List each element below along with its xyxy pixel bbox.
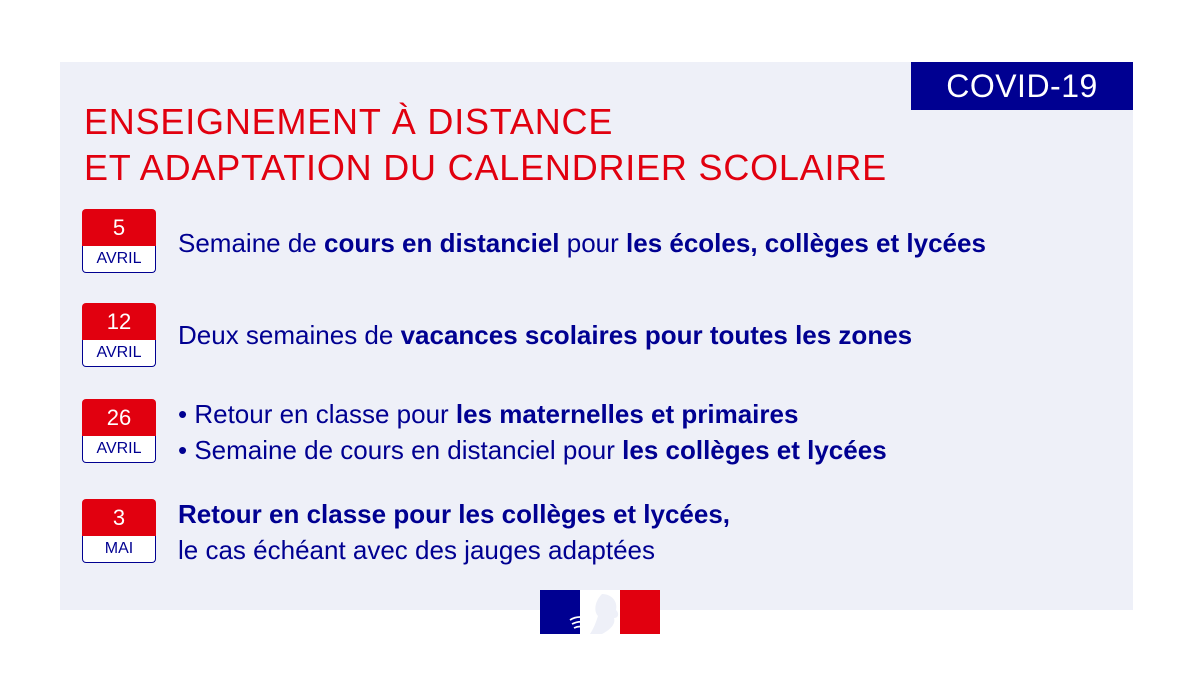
text-segment: le cas échéant avec des jauges adaptées bbox=[178, 535, 656, 565]
calendar-month: AVRIL bbox=[82, 436, 156, 463]
info-panel bbox=[60, 62, 1133, 610]
calendar-day: 5 bbox=[82, 209, 156, 246]
text-segment-bold: les maternelles et primaires bbox=[455, 399, 799, 429]
item-line bbox=[178, 532, 730, 568]
text-segment-bold: les collèges et lycées bbox=[622, 435, 887, 465]
text-segment: Deux semaines de bbox=[178, 320, 401, 350]
item-line bbox=[178, 317, 912, 353]
text-segment-bold: les écoles, collèges et lycées bbox=[626, 228, 986, 258]
calendar-day: 26 bbox=[82, 399, 156, 436]
calendar-day: 3 bbox=[82, 499, 156, 536]
calendar-month: AVRIL bbox=[82, 340, 156, 367]
calendar-icon bbox=[82, 209, 156, 275]
text-segment: • Semaine de cours en distanciel pour bbox=[178, 435, 623, 465]
page-title bbox=[84, 99, 887, 191]
title-line-2: ET ADAPTATION DU CALENDRIER SCOLAIRE bbox=[84, 147, 887, 188]
calendar-day: 12 bbox=[82, 303, 156, 340]
item-line bbox=[178, 432, 887, 468]
item-line bbox=[178, 225, 986, 261]
item-text bbox=[178, 496, 730, 568]
item-line bbox=[178, 496, 730, 532]
covid-badge: COVID-19 bbox=[911, 62, 1133, 110]
calendar-icon bbox=[82, 399, 156, 465]
item-text bbox=[178, 396, 887, 468]
item-line bbox=[178, 396, 887, 432]
item-text bbox=[178, 317, 912, 353]
text-segment-bold: Retour en classe pour les collèges et lycées, bbox=[178, 499, 731, 529]
marianne-logo-icon bbox=[540, 590, 660, 634]
text-segment-bold: cours en distanciel bbox=[323, 228, 560, 258]
item-text bbox=[178, 225, 986, 261]
calendar-month: MAI bbox=[82, 536, 156, 563]
text-segment: pour bbox=[559, 228, 627, 258]
text-segment: Semaine de bbox=[178, 228, 324, 258]
calendar-month: AVRIL bbox=[82, 246, 156, 273]
text-segment: • Retour en classe pour bbox=[178, 399, 456, 429]
title-line-1: ENSEIGNEMENT À DISTANCE bbox=[84, 101, 614, 142]
calendar-icon bbox=[82, 499, 156, 565]
calendar-icon bbox=[82, 303, 156, 369]
text-segment-bold: vacances scolaires pour toutes les zones bbox=[400, 320, 913, 350]
